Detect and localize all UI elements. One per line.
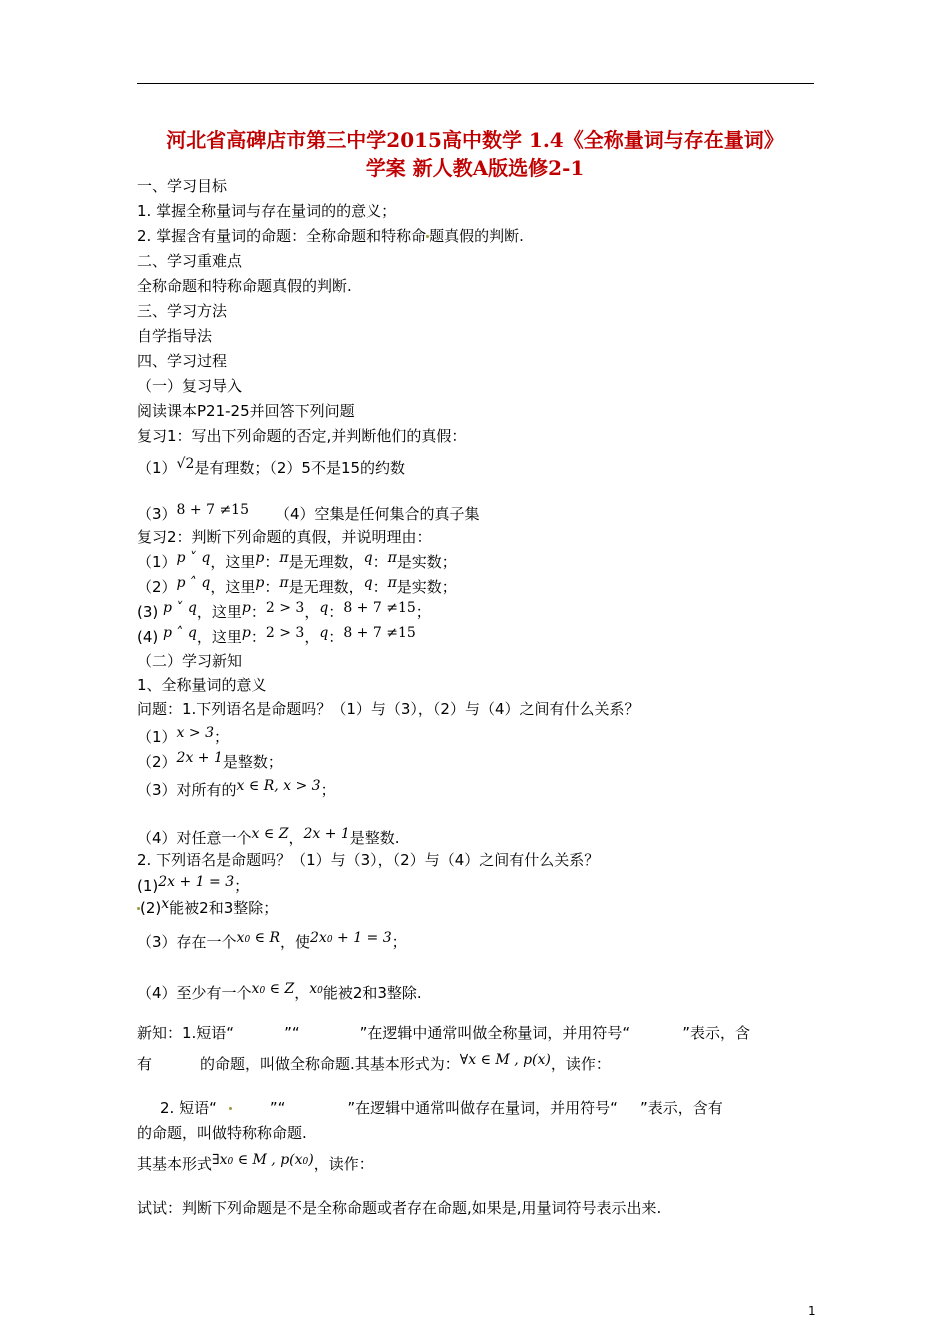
question-2-item-2: (2)x能被2和3整除； <box>137 899 278 918</box>
section-heading-process: 四、学习过程 <box>137 352 228 370</box>
new-knowledge-2-line-2: 的命题，叫做特称称命题. <box>137 1124 307 1142</box>
question-2-item-4: （4）至少有一个x0 ∈ Z，x0能被2和3整除. <box>137 981 422 1002</box>
math-inequality: 8 + 7 ≠15 <box>176 502 249 518</box>
new-knowledge-1-line-2: 有 的命题，叫做全称命题.其基本形式为：∀x ∈ M , p(x)，读作： <box>137 1052 611 1073</box>
review-1-line-a: （1）√2是有理数；（2）5不是15的约数 <box>137 456 406 477</box>
section-heading-method: 三、学习方法 <box>137 302 228 320</box>
question-1-item-2: （2）2x + 1是整数； <box>137 750 283 771</box>
stray-dot <box>229 1107 232 1110</box>
review-2-prompt: 复习2：判断下列命题的真假，并说明理由： <box>137 528 432 546</box>
new-heading-universal: 1、全称量词的意义 <box>137 676 267 694</box>
new-knowledge-1-line-1: 新知：1.短语“ ”“ ”在逻辑中通常叫做全称量词，并用符号“ ”表示，含 <box>137 1024 750 1042</box>
header-rule <box>137 83 814 84</box>
review-2-item-2: （2）p ˄ q，这里p：π是无理数，q：π是实数； <box>137 575 457 596</box>
review-1-prompt: 复习1：写出下列命题的否定,并判断他们的真假： <box>137 427 467 445</box>
question-2-item-1: (1)2x + 1 = 3； <box>137 874 250 895</box>
section-heading-goals: 一、学习目标 <box>137 177 228 195</box>
review-2-item-3: (3) p ˅ q，这里p：2 > 3，q：8 + 7 ≠15； <box>137 600 431 621</box>
reading-instruction: 阅读课本P21-25并回答下列问题 <box>137 402 355 420</box>
section-heading-key-points: 二、学习重难点 <box>137 252 243 270</box>
review-1-line-b: （3）8 + 7 ≠15 （4）空集是任何集合的真子集 <box>137 502 480 523</box>
doc-title-line2: 学案 新人教A版选修2-1 <box>365 156 585 180</box>
review-2-item-1: （1）p ˅ q，这里p：π是无理数，q：π是实数； <box>137 550 457 571</box>
page-number: 1 <box>808 1304 816 1318</box>
question-2-prompt: 2. 下列语名是命题吗？（1）与（3），（2）与（4）之间有什么关系？ <box>137 851 600 869</box>
question-2-item-3: （3）存在一个x0 ∈ R，使2x0 + 1 = 3； <box>137 930 407 951</box>
review-2-item-4: (4) p ˄ q，这里p：2 > 3，q：8 + 7 ≠15 <box>137 625 416 646</box>
subsection-review: （一）复习导入 <box>137 377 243 395</box>
subsection-new-knowledge: （二）学习新知 <box>137 652 243 670</box>
new-knowledge-2-line-1: 2. 短语“ ”“ ”在逻辑中通常叫做存在量词，并用符号“ ”表示，含有 <box>160 1099 723 1117</box>
key-point-text: 全称命题和特称命题真假的判断. <box>137 277 352 295</box>
math-sqrt2: √2 <box>176 456 195 472</box>
doc-title-line1: 河北省高碑店市第三中学2015高中数学 1.4《全称量词与存在量词》 <box>166 128 784 152</box>
new-knowledge-2-line-3: 其基本形式∃x0 ∈ M , p(x0)，读作： <box>137 1152 374 1173</box>
question-1-item-1: （1）x > 3； <box>137 725 229 746</box>
question-1-item-4: （4）对任意一个x ∈ Z，2x + 1是整数. <box>137 826 400 847</box>
goal-item-2: 2. 掌握含有量词的命题：全称命题和特称命 题真假的判断. <box>137 227 524 245</box>
question-1-prompt: 问题：1.下列语名是命题吗？（1）与（3），（2）与（4）之间有什么关系？ <box>137 700 640 718</box>
goal-item-1: 1. 掌握全称量词与存在量词的的意义； <box>137 202 397 220</box>
question-1-item-3: （3）对所有的x ∈ R, x > 3； <box>137 778 336 799</box>
try-prompt: 试试：判断下列命题是不是全称命题或者存在命题,如果是,用量词符号表示出来. <box>137 1199 662 1217</box>
method-text: 自学指导法 <box>137 327 213 345</box>
